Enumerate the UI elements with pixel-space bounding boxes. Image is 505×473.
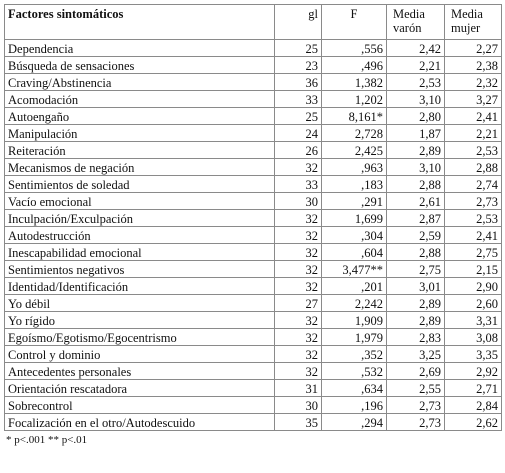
- cell-media-varon: 2,88: [387, 244, 445, 261]
- cell-gl: 35: [275, 414, 322, 431]
- cell-factor: Sobrecontrol: [5, 397, 275, 414]
- header-f: F: [322, 5, 387, 40]
- cell-media-mujer: 3,27: [445, 91, 502, 108]
- cell-gl: 32: [275, 346, 322, 363]
- cell-f: 3,477**: [322, 261, 387, 278]
- header-media-varon-line2: varón: [393, 21, 422, 35]
- cell-media-mujer: 2,88: [445, 159, 502, 176]
- cell-media-varon: 3,10: [387, 91, 445, 108]
- table-row: [5, 210, 502, 227]
- table-row: [5, 329, 502, 346]
- cell-gl: 26: [275, 142, 322, 159]
- table-row: [5, 176, 502, 193]
- table-row: [5, 142, 502, 159]
- cell-media-mujer: 2,41: [445, 227, 502, 244]
- cell-gl: 32: [275, 261, 322, 278]
- cell-f: 2,242: [322, 295, 387, 312]
- header-media-varon-line1: Media: [393, 7, 425, 21]
- cell-f: 2,728: [322, 125, 387, 142]
- cell-f: ,634: [322, 380, 387, 397]
- cell-media-varon: 2,83: [387, 329, 445, 346]
- significance-footnote: * p<.001 ** p<.01: [6, 434, 88, 446]
- cell-f: 1,202: [322, 91, 387, 108]
- cell-media-mujer: 2,38: [445, 57, 502, 74]
- cell-gl: 32: [275, 244, 322, 261]
- table-row: [5, 108, 502, 125]
- cell-media-mujer: 2,90: [445, 278, 502, 295]
- cell-f: 1,382: [322, 74, 387, 91]
- cell-media-mujer: 3,35: [445, 346, 502, 363]
- cell-factor: Búsqueda de sensaciones: [5, 57, 275, 74]
- table-row: [5, 159, 502, 176]
- cell-f: ,532: [322, 363, 387, 380]
- cell-media-mujer: 2,15: [445, 261, 502, 278]
- cell-gl: 30: [275, 397, 322, 414]
- cell-media-varon: 2,73: [387, 397, 445, 414]
- cell-media-varon: 2,88: [387, 176, 445, 193]
- table-body: [5, 40, 502, 431]
- table-row: [5, 346, 502, 363]
- cell-factor: Inescapabilidad emocional: [5, 244, 275, 261]
- cell-factor: Identidad/Identificación: [5, 278, 275, 295]
- cell-gl: 25: [275, 108, 322, 125]
- cell-factor: Acomodación: [5, 91, 275, 108]
- cell-factor: Yo débil: [5, 295, 275, 312]
- cell-media-mujer: 2,53: [445, 142, 502, 159]
- header-media-mujer: [445, 5, 502, 40]
- cell-media-mujer: 2,60: [445, 295, 502, 312]
- cell-f: 1,909: [322, 312, 387, 329]
- table-row: [5, 414, 502, 431]
- table-row: [5, 91, 502, 108]
- cell-factor: Antecedentes personales: [5, 363, 275, 380]
- table-row: [5, 261, 502, 278]
- header-media-mujer-line1: Media: [451, 7, 483, 21]
- cell-media-varon: 2,59: [387, 227, 445, 244]
- header-media-varon: [387, 5, 445, 40]
- cell-media-mujer: 2,21: [445, 125, 502, 142]
- cell-media-varon: 2,61: [387, 193, 445, 210]
- cell-gl: 32: [275, 227, 322, 244]
- cell-f: ,304: [322, 227, 387, 244]
- cell-media-mujer: 2,75: [445, 244, 502, 261]
- cell-media-varon: 2,53: [387, 74, 445, 91]
- table-row: [5, 227, 502, 244]
- table-row: [5, 380, 502, 397]
- cell-media-varon: 2,42: [387, 40, 445, 57]
- cell-gl: 27: [275, 295, 322, 312]
- cell-media-varon: 2,89: [387, 312, 445, 329]
- header-factor: Factores sintomáticos: [5, 5, 275, 40]
- cell-factor: Yo rígido: [5, 312, 275, 329]
- cell-media-varon: 2,73: [387, 414, 445, 431]
- cell-gl: 30: [275, 193, 322, 210]
- cell-f: ,963: [322, 159, 387, 176]
- cell-f: ,496: [322, 57, 387, 74]
- cell-f: 1,699: [322, 210, 387, 227]
- header-gl: gl: [275, 5, 322, 40]
- cell-media-varon: 2,21: [387, 57, 445, 74]
- cell-f: ,556: [322, 40, 387, 57]
- table-header: [5, 5, 502, 40]
- cell-factor: Orientación rescatadora: [5, 380, 275, 397]
- cell-f: ,604: [322, 244, 387, 261]
- table-row: [5, 312, 502, 329]
- cell-factor: Control y dominio: [5, 346, 275, 363]
- cell-factor: Mecanismos de negación: [5, 159, 275, 176]
- header-row: [5, 5, 502, 40]
- cell-media-varon: 2,80: [387, 108, 445, 125]
- cell-f: ,291: [322, 193, 387, 210]
- cell-media-varon: 2,89: [387, 142, 445, 159]
- table-row: [5, 363, 502, 380]
- cell-factor: Reiteración: [5, 142, 275, 159]
- cell-media-mujer: 2,84: [445, 397, 502, 414]
- table-row: [5, 125, 502, 142]
- cell-media-varon: 2,89: [387, 295, 445, 312]
- cell-factor: Egoísmo/Egotismo/Egocentrismo: [5, 329, 275, 346]
- cell-factor: Dependencia: [5, 40, 275, 57]
- cell-factor: Focalización en el otro/Autodescuido: [5, 414, 275, 431]
- cell-factor: Vacío emocional: [5, 193, 275, 210]
- table-row: [5, 397, 502, 414]
- cell-gl: 24: [275, 125, 322, 142]
- cell-media-mujer: 2,71: [445, 380, 502, 397]
- table-row: [5, 244, 502, 261]
- table-row: [5, 57, 502, 74]
- cell-gl: 32: [275, 329, 322, 346]
- cell-gl: 32: [275, 363, 322, 380]
- cell-media-mujer: 2,62: [445, 414, 502, 431]
- cell-f: 2,425: [322, 142, 387, 159]
- cell-media-mujer: 2,53: [445, 210, 502, 227]
- symptom-factors-table: [4, 4, 502, 431]
- header-media-mujer-line2: mujer: [451, 21, 481, 35]
- table-row: [5, 40, 502, 57]
- cell-gl: 23: [275, 57, 322, 74]
- cell-f: ,294: [322, 414, 387, 431]
- cell-gl: 33: [275, 91, 322, 108]
- cell-gl: 25: [275, 40, 322, 57]
- cell-factor: Autodestrucción: [5, 227, 275, 244]
- cell-gl: 31: [275, 380, 322, 397]
- cell-media-mujer: 2,92: [445, 363, 502, 380]
- cell-factor: Sentimientos negativos: [5, 261, 275, 278]
- cell-factor: Inculpación/Exculpación: [5, 210, 275, 227]
- cell-f: ,201: [322, 278, 387, 295]
- cell-gl: 32: [275, 159, 322, 176]
- cell-media-varon: 3,01: [387, 278, 445, 295]
- cell-f: ,196: [322, 397, 387, 414]
- cell-media-mujer: 2,27: [445, 40, 502, 57]
- cell-gl: 33: [275, 176, 322, 193]
- cell-media-varon: 3,25: [387, 346, 445, 363]
- cell-factor: Craving/Abstinencia: [5, 74, 275, 91]
- cell-media-varon: 2,87: [387, 210, 445, 227]
- table-row: [5, 74, 502, 91]
- cell-gl: 32: [275, 312, 322, 329]
- cell-media-mujer: 2,32: [445, 74, 502, 91]
- cell-media-varon: 2,75: [387, 261, 445, 278]
- cell-f: ,352: [322, 346, 387, 363]
- cell-media-varon: 2,55: [387, 380, 445, 397]
- cell-media-mujer: 3,08: [445, 329, 502, 346]
- cell-media-mujer: 2,41: [445, 108, 502, 125]
- table-row: [5, 295, 502, 312]
- cell-gl: 32: [275, 278, 322, 295]
- cell-media-mujer: 3,31: [445, 312, 502, 329]
- table-row: [5, 193, 502, 210]
- cell-gl: 36: [275, 74, 322, 91]
- document-body: [4, 4, 501, 446]
- cell-factor: Autoengaño: [5, 108, 275, 125]
- cell-factor: Sentimientos de soledad: [5, 176, 275, 193]
- cell-f: 1,979: [322, 329, 387, 346]
- cell-f: 8,161*: [322, 108, 387, 125]
- cell-factor: Manipulación: [5, 125, 275, 142]
- cell-f: ,183: [322, 176, 387, 193]
- cell-media-varon: 1,87: [387, 125, 445, 142]
- cell-media-mujer: 2,74: [445, 176, 502, 193]
- table-row: [5, 278, 502, 295]
- cell-media-varon: 3,10: [387, 159, 445, 176]
- cell-media-varon: 2,69: [387, 363, 445, 380]
- cell-media-mujer: 2,73: [445, 193, 502, 210]
- cell-gl: 32: [275, 210, 322, 227]
